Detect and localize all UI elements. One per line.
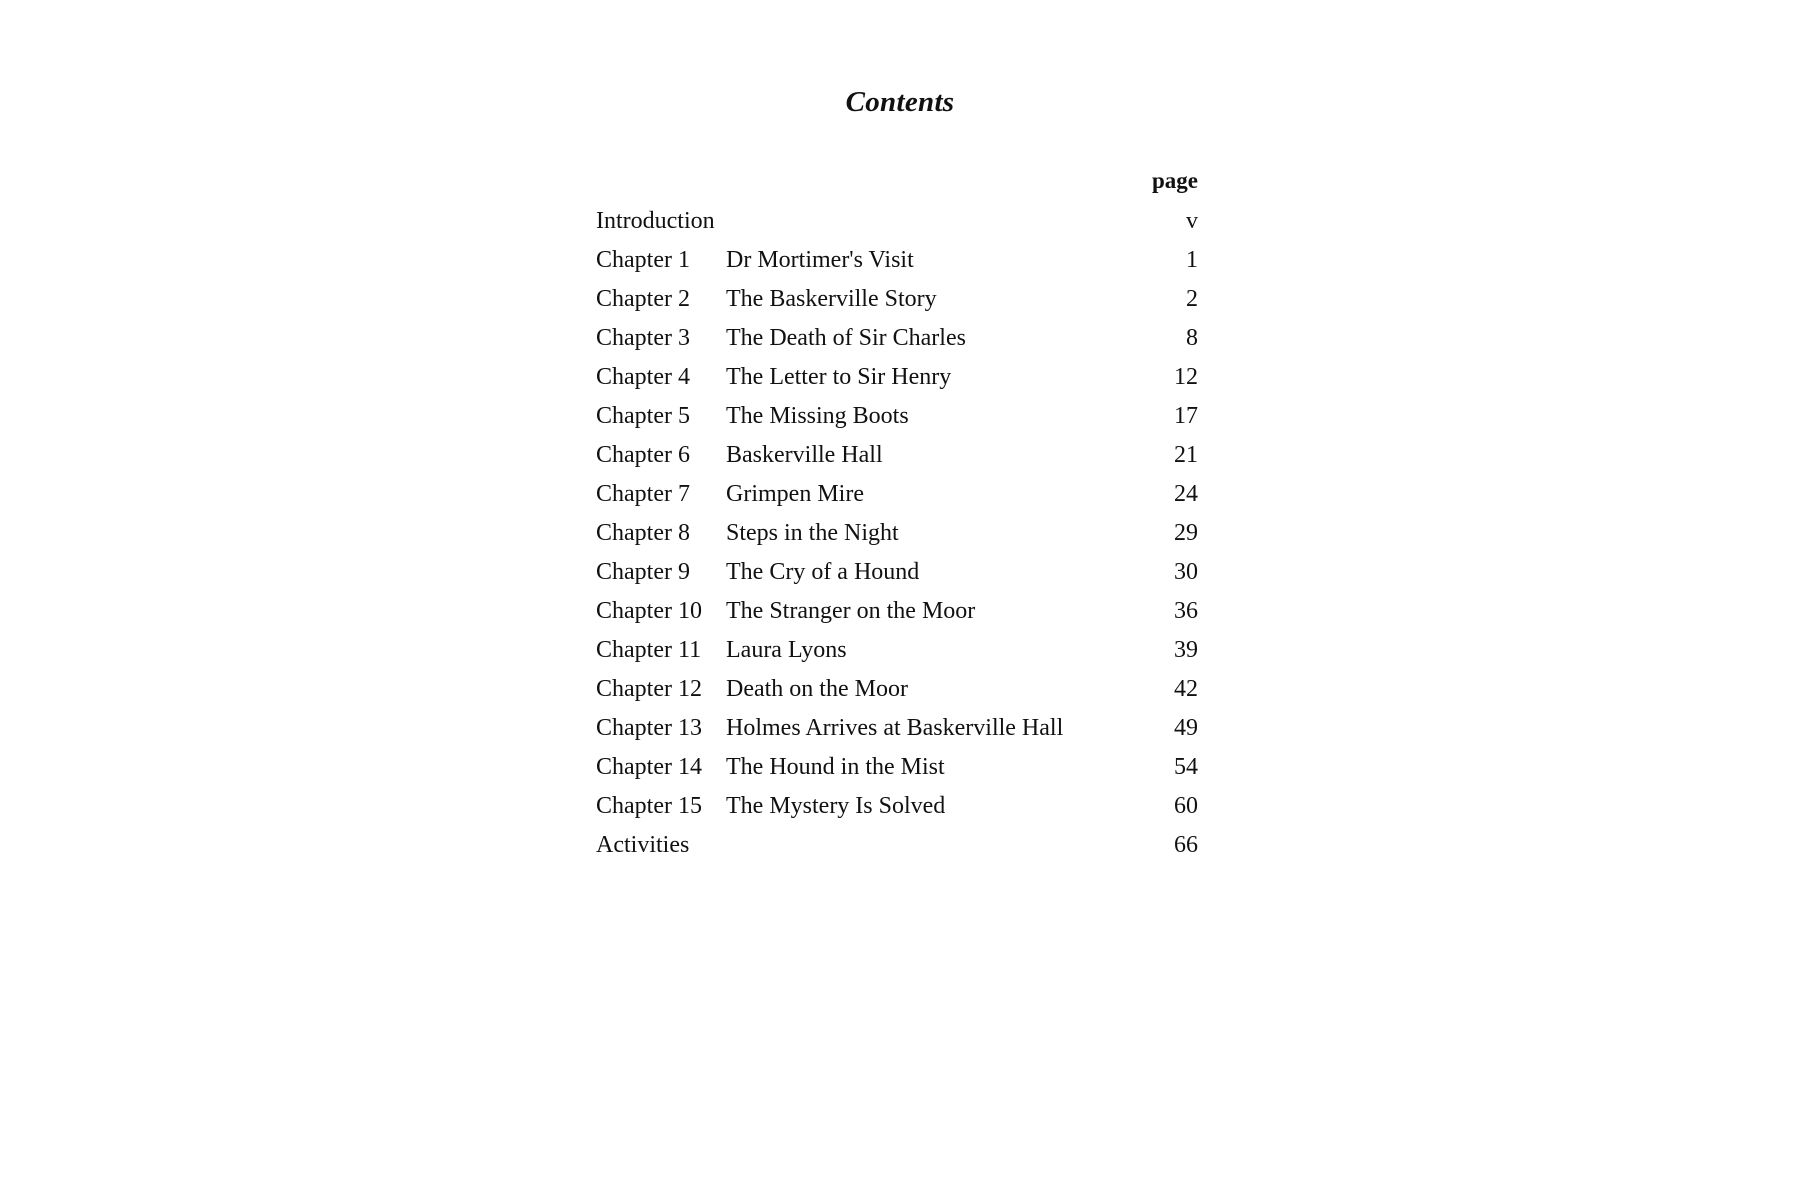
toc-row-chapter-3 <box>596 319 1198 358</box>
toc-entry-page: 54 <box>1174 754 1198 780</box>
toc-entry-title: Steps in the Night <box>726 520 899 546</box>
toc-row-chapter-9 <box>596 553 1198 592</box>
toc-entry-title: The Letter to Sir Henry <box>726 364 952 390</box>
toc-entry-page: 42 <box>1174 676 1198 702</box>
toc-entry-label: Chapter 4 <box>596 364 690 390</box>
toc-entry-title: The Death of Sir Charles <box>726 325 966 351</box>
page-title: Contents <box>845 86 955 118</box>
toc-entry-title: The Baskerville Story <box>726 286 937 312</box>
toc-entry-label: Chapter 11 <box>596 637 702 663</box>
toc-entry-label: Chapter 7 <box>596 481 690 507</box>
toc-entry-page: 24 <box>1174 481 1198 507</box>
toc-entry-title: Laura Lyons <box>726 637 847 663</box>
toc-row-chapter-10 <box>596 592 1198 631</box>
toc-entry-page: 8 <box>1186 325 1198 351</box>
toc-entry-page: 17 <box>1174 403 1198 429</box>
toc-entry-title: Grimpen Mire <box>726 481 864 507</box>
toc-row-chapter-2 <box>596 280 1198 319</box>
toc-entry-title: The Cry of a Hound <box>726 559 920 585</box>
toc-entry-label: Activities <box>596 832 690 858</box>
toc-entry-page: 21 <box>1174 442 1198 468</box>
toc-row-introduction <box>596 202 1198 241</box>
toc-entry-page: 29 <box>1174 520 1198 546</box>
toc-row-chapter-14 <box>596 748 1198 787</box>
toc-entry-page: 60 <box>1174 793 1198 819</box>
toc-entry-title: The Missing Boots <box>726 403 909 429</box>
toc-entry-label: Chapter 9 <box>596 559 690 585</box>
toc-entry-label: Chapter 5 <box>596 403 690 429</box>
toc-entry-label: Chapter 1 <box>596 247 690 273</box>
toc-entry-page: 30 <box>1174 559 1198 585</box>
toc-entry-title: Baskerville Hall <box>726 442 883 468</box>
page-column-header: page <box>1152 168 1198 193</box>
toc-entry-title: The Mystery Is Solved <box>726 793 946 819</box>
toc-entry-label: Chapter 3 <box>596 325 690 351</box>
toc-entry-label: Chapter 13 <box>596 715 702 741</box>
toc-entry-page: 1 <box>1186 247 1198 273</box>
toc-entry-label: Chapter 8 <box>596 520 690 546</box>
toc-entry-page: 36 <box>1174 598 1198 624</box>
toc-row-chapter-12 <box>596 670 1198 709</box>
toc-entry-label: Chapter 10 <box>596 598 702 624</box>
toc-entry-title: The Stranger on the Moor <box>726 598 976 624</box>
toc-entry-label: Chapter 14 <box>596 754 702 780</box>
toc-row-chapter-8 <box>596 514 1198 553</box>
toc-row-chapter-13 <box>596 709 1198 748</box>
toc-entry-page: 39 <box>1174 637 1198 663</box>
toc-entry-label: Chapter 15 <box>596 793 702 819</box>
toc-entry-page: 49 <box>1174 715 1198 741</box>
toc-row-chapter-4 <box>596 358 1198 397</box>
toc-entry-title: Dr Mortimer's Visit <box>726 247 914 273</box>
toc-entry-title: Holmes Arrives at Baskerville Hall <box>726 715 1064 741</box>
toc-entry-page: v <box>1186 208 1198 234</box>
toc-row-chapter-15 <box>596 787 1198 826</box>
toc-entry-page: 2 <box>1186 286 1198 312</box>
table-of-contents <box>596 202 1198 865</box>
toc-row-chapter-6 <box>596 436 1198 475</box>
toc-row-chapter-1 <box>596 241 1198 280</box>
toc-row-chapter-11 <box>596 631 1198 670</box>
toc-row-chapter-5 <box>596 397 1198 436</box>
toc-entry-page: 12 <box>1174 364 1198 390</box>
toc-entry-page: 66 <box>1174 832 1198 858</box>
toc-entry-label: Chapter 6 <box>596 442 690 468</box>
toc-entry-title: Death on the Moor <box>726 676 908 702</box>
toc-row-activities <box>596 826 1198 865</box>
toc-entry-label: Introduction <box>596 208 715 234</box>
toc-entry-label: Chapter 12 <box>596 676 702 702</box>
toc-row-chapter-7 <box>596 475 1198 514</box>
toc-entry-label: Chapter 2 <box>596 286 690 312</box>
toc-entry-title: The Hound in the Mist <box>726 754 945 780</box>
